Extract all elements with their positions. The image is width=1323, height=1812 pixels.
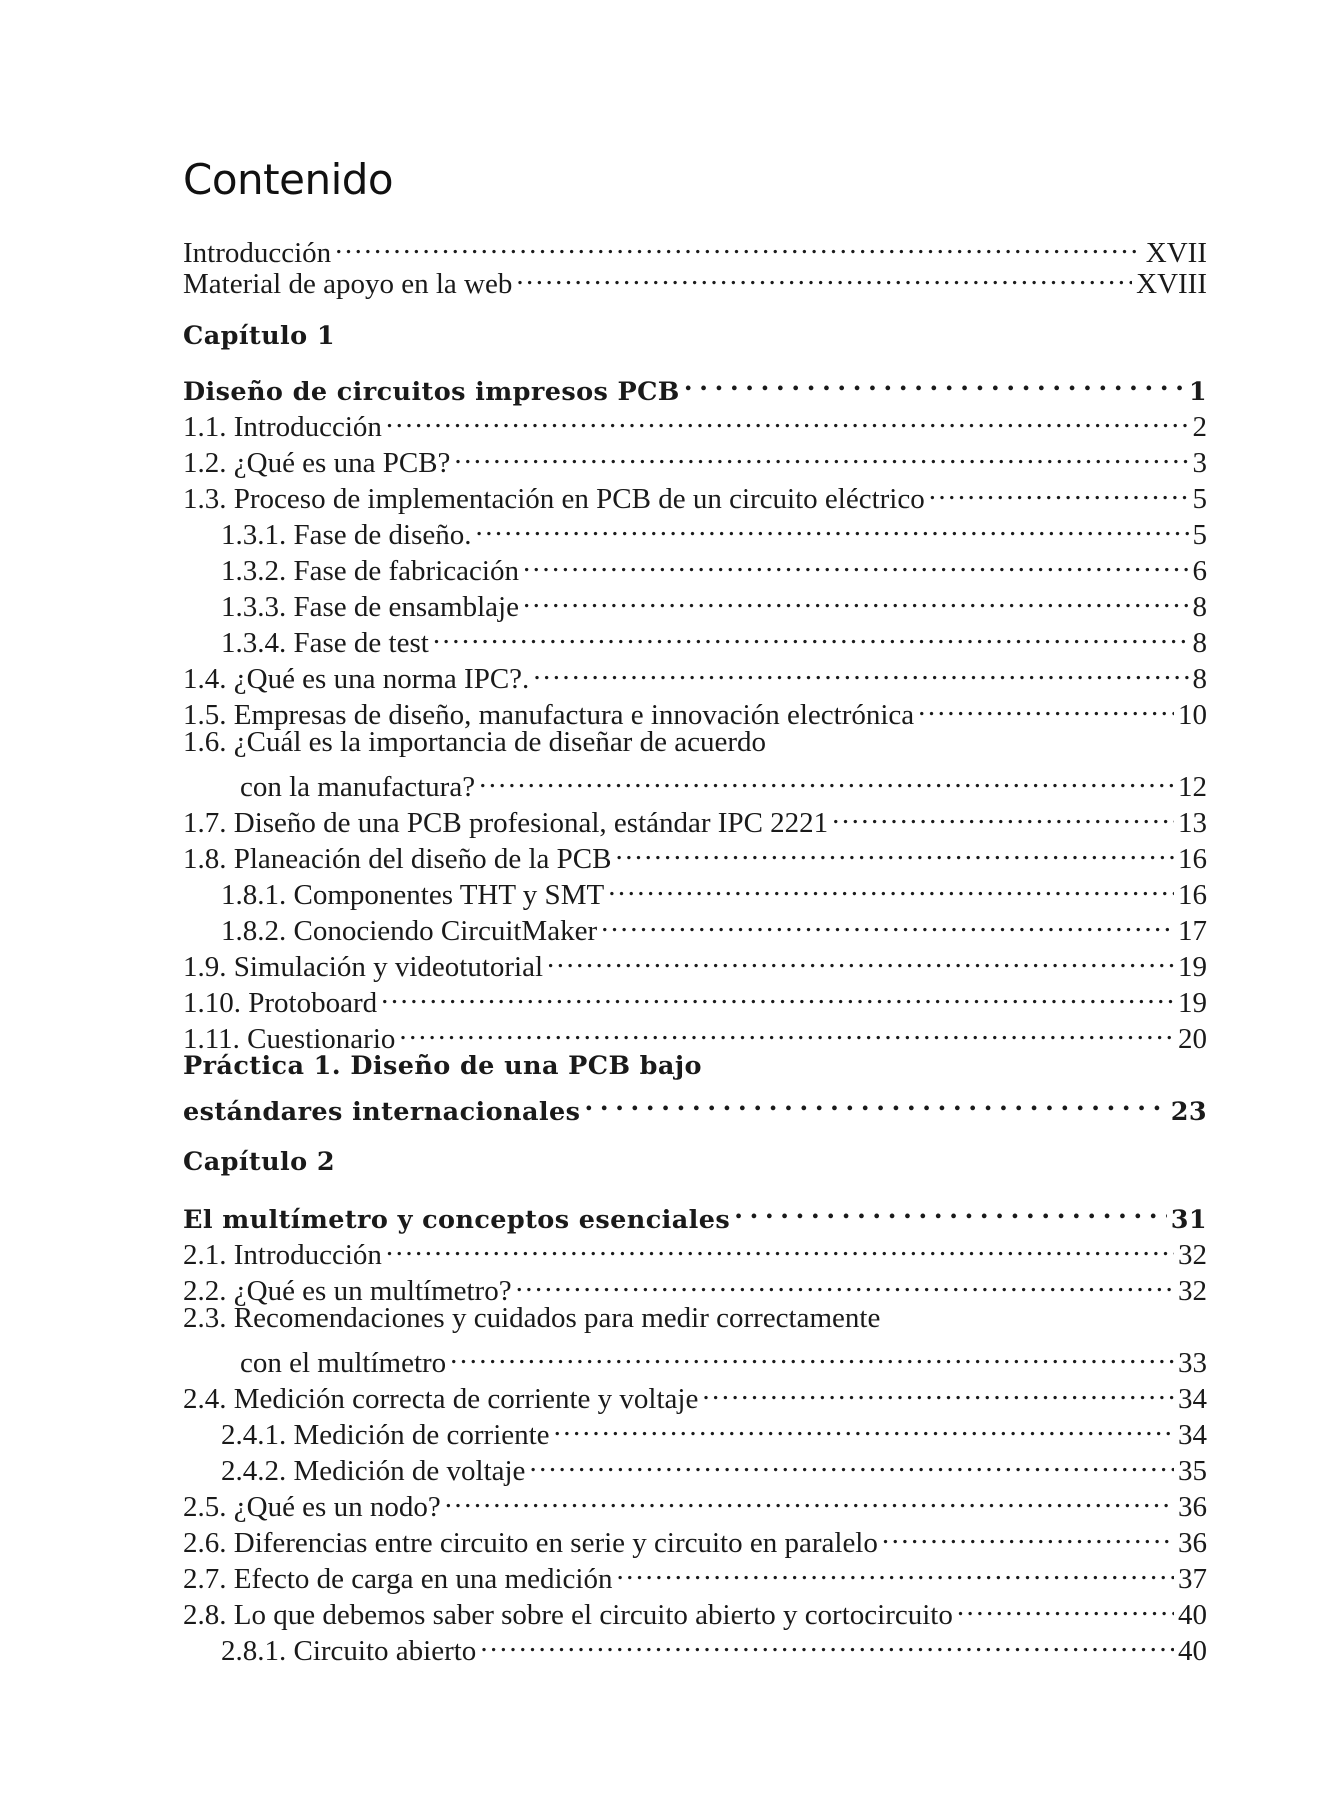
chapter-2-heading: Capítulo 2 xyxy=(183,1147,335,1177)
toc-subentry[interactable] xyxy=(183,904,1207,947)
toc-entry[interactable] xyxy=(183,976,1207,1019)
toc-page-number: 5 xyxy=(1192,519,1207,551)
toc-page-number: 32 xyxy=(1178,1275,1207,1307)
practice-title-label: estándares internacionales xyxy=(183,1097,581,1127)
toc-entry[interactable] xyxy=(183,436,1207,479)
page-title: Contenido xyxy=(183,155,394,204)
toc-page-number: 8 xyxy=(1192,591,1207,623)
dot-leader xyxy=(608,868,1174,904)
toc-entry[interactable] xyxy=(183,1228,1207,1271)
toc-entry[interactable] xyxy=(183,1300,1207,1336)
toc-page-number: 6 xyxy=(1192,555,1207,587)
toc-entry-label: 1.3.4. Fase de test xyxy=(221,627,429,659)
dot-leader xyxy=(554,1408,1174,1444)
toc-page-number: 33 xyxy=(1178,1347,1207,1379)
toc-entry-label: 2.5. ¿Qué es un nodo? xyxy=(183,1491,441,1523)
dot-leader xyxy=(533,652,1188,688)
toc-page-number: XVIII xyxy=(1136,268,1207,300)
chapter-1-heading: Capítulo 1 xyxy=(183,321,335,351)
toc-entry-label: 1.3. Proceso de implementación en PCB de un circuito eléctrico xyxy=(183,483,925,515)
toc-entry-label: 1.3.3. Fase de ensamblaje xyxy=(221,591,519,623)
toc-page-number: 19 xyxy=(1178,951,1207,983)
toc-entry-label: 2.3. Recomendaciones y cuidados para medir correctamente xyxy=(183,1302,881,1334)
toc-entry[interactable] xyxy=(183,940,1207,983)
practice-1-entry[interactable] xyxy=(183,1084,1207,1127)
toc-subentry[interactable] xyxy=(183,580,1207,623)
toc-entry-label: 1.10. Protoboard xyxy=(183,987,378,1019)
toc-entry[interactable] xyxy=(183,1264,1207,1307)
toc-page-number: 34 xyxy=(1178,1419,1207,1451)
dot-leader xyxy=(399,1012,1174,1048)
dot-leader xyxy=(476,508,1189,544)
toc-page-number: 8 xyxy=(1192,663,1207,695)
toc-subentry[interactable] xyxy=(183,544,1207,587)
toc-entry-label: 2.4.2. Medición de voltaje xyxy=(221,1455,526,1487)
toc-page-number: 37 xyxy=(1178,1563,1207,1595)
toc-entry-label: 2.2. ¿Qué es un multímetro? xyxy=(183,1275,512,1307)
toc-entry[interactable] xyxy=(183,724,1207,760)
dot-leader xyxy=(450,1336,1174,1372)
toc-entry[interactable] xyxy=(183,1012,1207,1055)
toc-entry-label: 1.3.1. Fase de diseño. xyxy=(221,519,472,551)
toc-entry-label: 2.8.1. Circuito abierto xyxy=(221,1635,477,1667)
toc-entry-label: 1.6. ¿Cuál es la importancia de diseñar de acuerdo xyxy=(183,726,766,758)
dot-leader xyxy=(957,1588,1174,1624)
toc-page-number: 8 xyxy=(1192,627,1207,659)
dot-leader xyxy=(882,1516,1174,1552)
toc-page-number: 16 xyxy=(1178,843,1207,875)
toc-entry-label: 1.7. Diseño de una PCB profesional, estándar IPC 2221 xyxy=(183,807,829,839)
toc-entry[interactable] xyxy=(183,1480,1207,1523)
toc-page-number: XVII xyxy=(1145,237,1207,269)
toc-entry-label: con la manufactura? xyxy=(240,771,476,803)
toc-page-number: 19 xyxy=(1178,987,1207,1019)
toc-entry[interactable] xyxy=(183,1552,1207,1595)
toc-entry-label: Introducción xyxy=(183,237,332,269)
toc-entry-label: Material de apoyo en la web xyxy=(183,268,513,300)
toc-entry-label: 2.4.1. Medición de corriente xyxy=(221,1419,550,1451)
dot-leader xyxy=(684,364,1185,400)
toc-subentry[interactable] xyxy=(183,616,1207,659)
toc-entry-label: 1.9. Simulación y videotutorial xyxy=(183,951,544,983)
toc-page-number: 1 xyxy=(1188,377,1207,407)
toc-page-number: 23 xyxy=(1170,1097,1207,1127)
dot-leader xyxy=(386,400,1189,436)
toc-entry[interactable] xyxy=(183,652,1207,695)
dot-leader xyxy=(386,1228,1174,1264)
dot-leader xyxy=(480,1624,1174,1660)
toc-subentry[interactable] xyxy=(183,868,1207,911)
dot-leader xyxy=(616,1552,1174,1588)
dot-leader xyxy=(523,544,1189,580)
toc-page-number: 12 xyxy=(1178,771,1207,803)
toc-entry-label: 1.1. Introducción xyxy=(183,411,382,443)
toc-entry[interactable] xyxy=(183,796,1207,839)
dot-leader xyxy=(523,580,1189,616)
toc-entry-label: 1.5. Empresas de diseño, manufactura e innovación electrónica xyxy=(183,699,915,731)
dot-leader xyxy=(547,940,1174,976)
dot-leader xyxy=(445,1480,1174,1516)
dot-leader xyxy=(516,257,1132,293)
toc-entry[interactable] xyxy=(183,400,1207,443)
toc-entry[interactable] xyxy=(183,1372,1207,1415)
toc-page-number: 40 xyxy=(1178,1599,1207,1631)
dot-leader xyxy=(454,436,1188,472)
toc-entry[interactable] xyxy=(183,832,1207,875)
toc-page-number: 20 xyxy=(1178,1023,1207,1055)
toc-entry[interactable] xyxy=(183,1588,1207,1631)
dot-leader xyxy=(734,1192,1167,1228)
toc-page-number: 10 xyxy=(1178,699,1207,731)
toc-entry-continuation[interactable] xyxy=(183,760,1207,803)
practice-1-title: Práctica 1. Diseño de una PCB bajo xyxy=(183,1051,702,1081)
toc-entry-label: 1.2. ¿Qué es una PCB? xyxy=(183,447,451,479)
toc-page-number: 32 xyxy=(1178,1239,1207,1271)
toc-page-number: 40 xyxy=(1178,1635,1207,1667)
toc-subentry[interactable] xyxy=(183,1624,1207,1667)
toc-page-number: 36 xyxy=(1178,1527,1207,1559)
toc-page-number: 31 xyxy=(1170,1205,1207,1235)
toc-entry[interactable] xyxy=(183,688,1207,731)
dot-leader xyxy=(516,1264,1174,1300)
toc-entry-continuation[interactable] xyxy=(183,1336,1207,1379)
dot-leader xyxy=(832,796,1174,832)
toc-entry-label: con el multímetro xyxy=(240,1347,447,1379)
toc-entry-label: 1.3.2. Fase de fabricación xyxy=(221,555,519,587)
toc-entry[interactable] xyxy=(183,472,1207,515)
chapter-2-title[interactable] xyxy=(183,1192,1207,1235)
toc-entry-material-de-apoyo[interactable] xyxy=(183,257,1207,300)
dot-leader xyxy=(601,904,1174,940)
dot-leader xyxy=(918,688,1174,724)
chapter-1-title[interactable] xyxy=(183,364,1207,407)
dot-leader xyxy=(702,1372,1174,1408)
toc-subentry[interactable] xyxy=(183,1408,1207,1451)
toc-entry-label: 1.11. Cuestionario xyxy=(183,1023,396,1055)
toc-page-number: 5 xyxy=(1192,483,1207,515)
dot-leader xyxy=(616,832,1175,868)
dot-leader xyxy=(381,976,1174,1012)
chapter-title-label: El multímetro y conceptos esenciales xyxy=(183,1205,731,1235)
dot-leader xyxy=(433,616,1189,652)
toc-page-number: 34 xyxy=(1178,1383,1207,1415)
toc-entry-label: 2.6. Diferencias entre circuito en serie y circuito en paralelo xyxy=(183,1527,878,1559)
toc-page-number: 36 xyxy=(1178,1491,1207,1523)
toc-entry-label: 2.4. Medición correcta de corriente y voltaje xyxy=(183,1383,699,1415)
toc-entry-label: 1.8. Planeación del diseño de la PCB xyxy=(183,843,612,875)
toc-entry-label: 2.1. Introducción xyxy=(183,1239,382,1271)
toc-entry-label: 1.8.1. Componentes THT y SMT xyxy=(221,879,605,911)
dot-leader xyxy=(529,1444,1174,1480)
toc-entry-label: 2.7. Efecto de carga en una medición xyxy=(183,1563,613,1595)
toc-entry-label: 1.8.2. Conociendo CircuitMaker xyxy=(221,915,598,947)
chapter-title-label: Diseño de circuitos impresos PCB xyxy=(183,377,680,407)
toc-page-number: 35 xyxy=(1178,1455,1207,1487)
toc-page-number: 2 xyxy=(1192,411,1207,443)
toc-subentry[interactable] xyxy=(183,508,1207,551)
dot-leader xyxy=(584,1084,1166,1120)
toc-page-number: 17 xyxy=(1178,915,1207,947)
toc-page-number: 16 xyxy=(1178,879,1207,911)
toc-subentry[interactable] xyxy=(183,1444,1207,1487)
toc-entry-label: 1.4. ¿Qué es una norma IPC?. xyxy=(183,663,530,695)
toc-entry[interactable] xyxy=(183,1516,1207,1559)
toc-entry-label: 2.8. Lo que debemos saber sobre el circuito abierto y cortocircuito xyxy=(183,1599,953,1631)
dot-leader xyxy=(479,760,1174,796)
toc-page-number: 3 xyxy=(1192,447,1207,479)
dot-leader xyxy=(929,472,1189,508)
toc-page-number: 13 xyxy=(1178,807,1207,839)
